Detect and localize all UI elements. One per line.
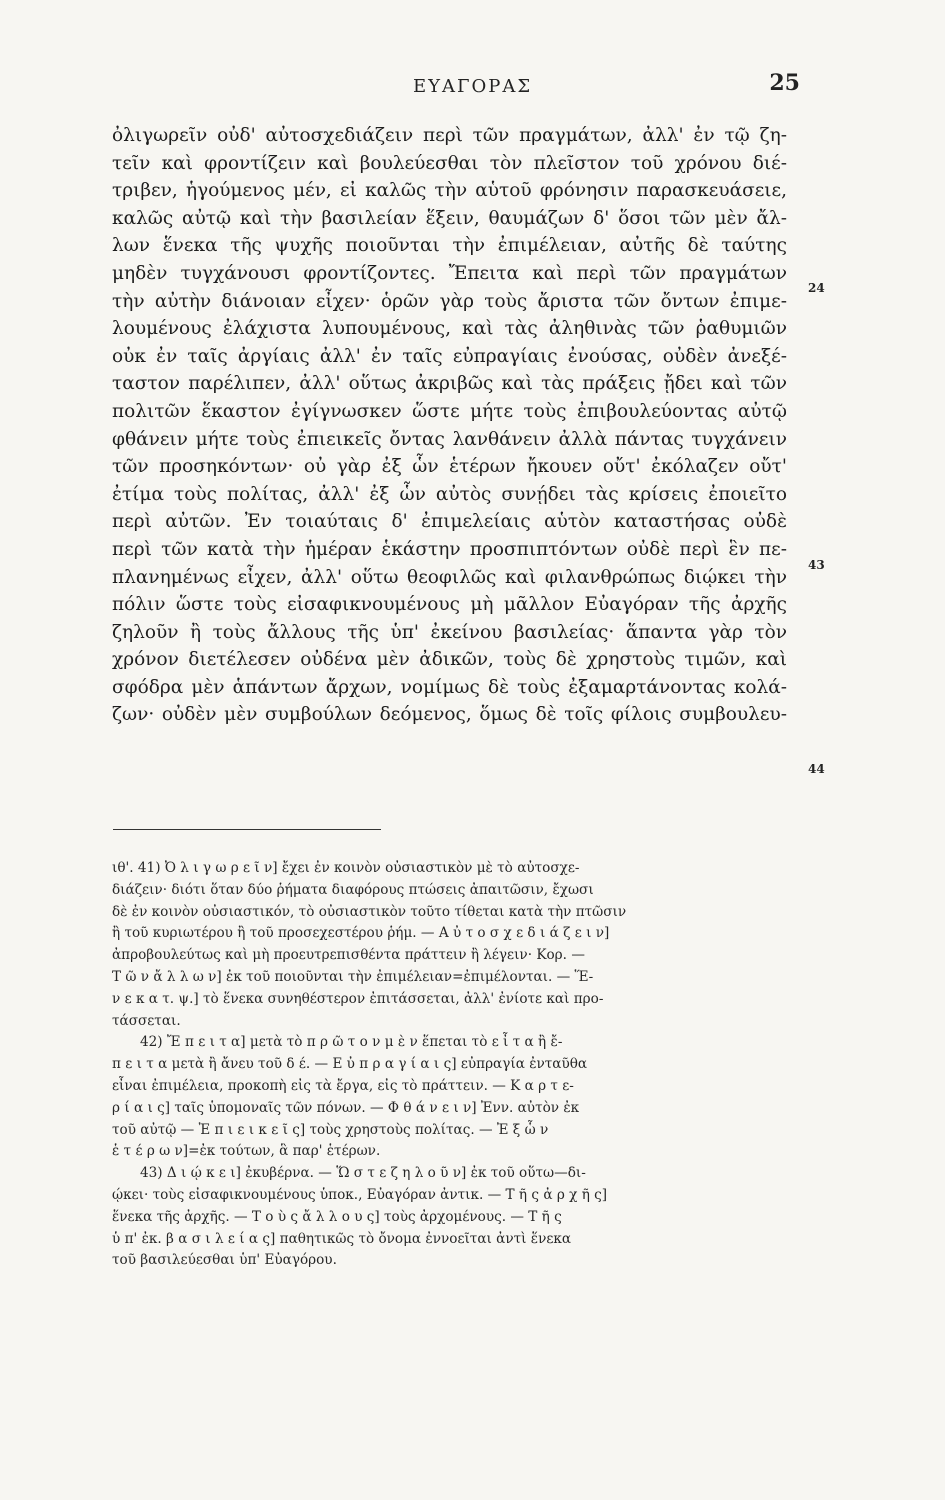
text-line: ταστον παρέλιπεν, ἀλλ' οὕτως ἀκριβῶς καὶ τὰς πράξεις ᾔδει καὶ τῶν (112, 373, 787, 395)
footnotes (112, 858, 796, 1272)
main-text (112, 122, 787, 729)
note-line: εἶναι ἐπιμέλεια, προκοπὴ εἰς τὰ ἔργα, εἰς τὸ πράττειν. — Κ α ρ τ ε- (112, 1077, 574, 1094)
note-line: τοῦ βασιλεύεσθαι ὑπ' Εὐαγόρου. (112, 1252, 337, 1269)
text-line: οὐκ ἐν ταῖς ἀργίαις ἀλλ' ἐν ταῖς εὐπραγίαις ἐνούσας, οὐδὲν ἀνεξέ- (112, 345, 787, 367)
note-line: ἀπροβουλεύτως καὶ μὴ προευτρεπισθέντα πράττειν ἢ λέγειν· Κορ. — (112, 947, 585, 964)
text-line: ζηλοῦν ἢ τοὺς ἄλλους τῆς ὑπ' ἐκείνου βασιλείας· ἅπαντα γὰρ τὸν (112, 621, 787, 643)
margin-section-number: 44 (808, 762, 825, 776)
text-line: περὶ τῶν κατὰ τὴν ἡμέραν ἑκάστην προσπιπτόντων οὐδὲ περὶ ἓν πε- (112, 538, 787, 560)
text-line: τεῖν καὶ φροντίζειν καὶ βουλεύεσθαι τὸν πλεῖστον τοῦ χρόνου διέ- (112, 152, 787, 174)
text-line: τριβεν, ἡγούμενος μέν, εἰ καλῶς τὴν αὑτοῦ φρόνησιν παρασκευάσειε, (112, 180, 787, 202)
text-line: πλανημένως εἶχεν, ἀλλ' οὕτω θεοφιλῶς καὶ φιλανθρώπως διῴκει τὴν (112, 566, 787, 588)
text-line: περὶ αὐτῶν. Ἐν τοιαύταις δ' ἐπιμελείαις αὑτὸν καταστήσας οὐδὲ (112, 511, 787, 533)
running-title: ΕΥΑΓΟΡΑΣ (412, 76, 533, 97)
note-line: ῴκει· τοὺς εἰσαφικνουμένους ὑποκ., Εὐαγόραν ἀντικ. — Τ ῆ ς ἀ ρ χ ῆ ς] (112, 1186, 608, 1203)
text-line: φθάνειν μήτε τοὺς ἐπιεικεῖς ὄντας λανθάνειν ἀλλὰ πάντας τυγχάνειν (112, 428, 787, 450)
text-line: λουμένους ἐλάχιστα λυπουμένους, καὶ τὰς ἀληθινὰς τῶν ῥαθυμιῶν (112, 318, 787, 340)
text-line: καλῶς αὐτῷ καὶ τὴν βασιλείαν ἕξειν, θαυμάζων δ' ὅσοι τῶν μὲν ἄλ- (112, 207, 787, 229)
text-line: ὀλιγωρεῖν οὐδ' αὐτοσχεδιάζειν περὶ τῶν πραγμάτων, ἀλλ' ἐν τῷ ζη- (112, 125, 787, 146)
text-line: πολιτῶν ἕκαστον ἐγίγνωσκεν ὥστε μήτε τοὺς ἐπιβουλεύοντας αὐτῷ (112, 400, 787, 422)
text-line: πόλιν ὥστε τοὺς εἰσαφικνουμένους μὴ μᾶλλον Εὐαγόραν τῆς ἀρχῆς (112, 594, 787, 616)
footnote-rule (113, 829, 381, 830)
note-line: δὲ ἐν κοινὸν οὐσιαστικόν, τὸ οὐσιαστικὸν τοῦτο τίθεται κατὰ τὴν πτῶσιν (112, 903, 627, 920)
margin-section-number: 43 (808, 558, 825, 572)
text-line: λων ἕνεκα τῆς ψυχῆς ποιοῦνται τὴν ἐπιμέλειαν, αὐτῆς δὲ ταύτης (112, 235, 787, 257)
text-line: ζων· οὐδὲν μὲν συμβούλων δεόμενος, ὅμως δὲ τοῖς φίλοις συμβουλευ- (112, 704, 787, 726)
note-line: ἕνεκα τῆς ἀρχῆς. — Τ ο ὺ ς ἄ λ λ ο υ ς] τοὺς ἀρχομένους. — Τ ῆ ς (112, 1208, 562, 1225)
note-line: ιθ'. 41) Ὀ λ ι γ ω ρ ε ῖ ν] ἔχει ἐν κοινὸν οὐσιαστικὸν μὲ τὸ αὐτοσχε- (112, 860, 580, 876)
note-line: 43) Δ ι ῴ κ ε ι] ἐκυβέρνα. — Ὥ σ τ ε ζ η λ ο ῦ ν] ἐκ τοῦ οὕτω—δι- (140, 1165, 586, 1182)
text-line: τὴν αὐτὴν διάνοιαν εἶχεν· ὁρῶν γὰρ τοὺς ἄριστα τῶν ὄντων ἐπιμε- (112, 290, 787, 312)
note-line: τάσσεται. (112, 1012, 181, 1029)
note-line: ἑ τ έ ρ ω ν]=ἐκ τούτων, ἃ παρ' ἑτέρων. (112, 1143, 381, 1160)
text-line: ἐτίμα τοὺς πολίτας, ἀλλ' ἐξ ὧν αὐτὸς συνῄδει τὰς κρίσεις ἐποιεῖτο (112, 483, 787, 505)
note-line: ρ ί α ι ς] ταῖς ὑπομοναῖς τῶν πόνων. — Φ θ ά ν ε ι ν] Ἐνν. αὐτὸν ἐκ (112, 1099, 580, 1116)
note-line: διάζειν· διότι ὅταν δύο ῥήματα διαφόρους πτώσεις ἀπαιτῶσιν, ἔχωσι (112, 881, 594, 898)
note-line: ὑ π' ἐκ. β α σ ι λ ε ί α ς] παθητικῶς τὸ ὄνομα ἐννοεῖται ἀντὶ ἕνεκα (112, 1230, 572, 1247)
note-line: 42) Ἔ π ε ι τ α] μετὰ τὸ π ρ ῶ τ ο ν μ ὲ ν ἕπεται τὸ ε ἶ τ α ἢ ἔ- (140, 1034, 563, 1051)
text-line: τῶν προσηκόντων· οὐ γὰρ ἐξ ὧν ἑτέρων ἤκουεν οὔτ' ἐκόλαζεν οὔτ' (112, 456, 787, 478)
note-line: Τ ῶ ν ἄ λ λ ω ν] ἐκ τοῦ ποιοῦνται τὴν ἐπιμέλειαν=ἐπιμέλονται. — Ἕ- (112, 968, 594, 985)
note-line: τοῦ αὐτῷ — Ἐ π ι ε ι κ ε ῖ ς] τοὺς χρηστοὺς πολίτας. — Ἐ ξ ὧ ν (112, 1121, 549, 1138)
note-line: π ε ι τ α μετὰ ἢ ἄνευ τοῦ δ έ. — Ε ὐ π ρ α γ ί α ι ς] εὐπραγία ἐνταῦθα (112, 1056, 588, 1073)
page-number: 25 (769, 70, 800, 96)
text-line: χρόνον διετέλεσεν οὐδένα μὲν ἀδικῶν, τοὺς δὲ χρηστοὺς τιμῶν, καὶ (112, 649, 787, 671)
note-line: ἢ τοῦ κυριωτέρου ἢ τοῦ προσεχεστέρου ῥήμ. — Α ὐ τ ο σ χ ε δ ι ά ζ ε ι ν] (112, 925, 610, 942)
note-line: ν ε κ α τ. ψ.] τὸ ἕνεκα συνηθέστερον ἐπιτάσσεται, ἀλλ' ἐνίοτε καὶ προ- (112, 990, 604, 1007)
text-line: μηδὲν τυγχάνουσι φροντίζοντες. Ἔπειτα καὶ περὶ τῶν πραγμάτων (112, 262, 787, 284)
text-line: σφόδρα μὲν ἁπάντων ἄρχων, νομίμως δὲ τοὺς ἐξαμαρτάνοντας κολά- (112, 676, 787, 698)
margin-section-number: 24 (808, 281, 825, 295)
